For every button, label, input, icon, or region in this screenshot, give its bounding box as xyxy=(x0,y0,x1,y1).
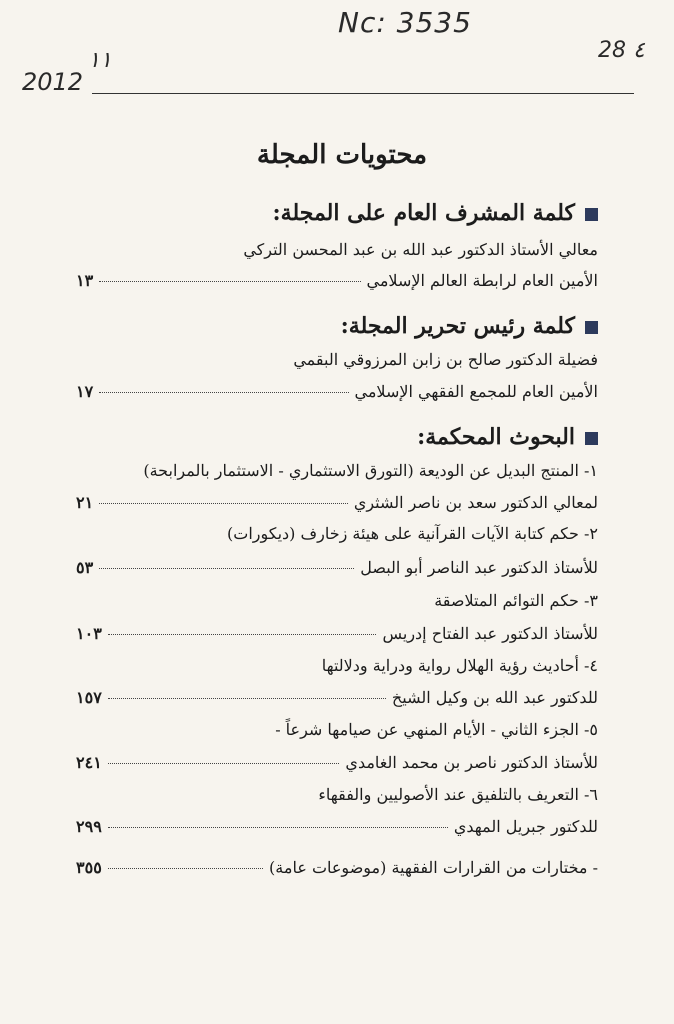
entry-text: الأمين العام للمجمع الفقهي الإسلامي xyxy=(354,382,598,401)
square-bullet-icon xyxy=(585,432,598,445)
toc-entry-resolutions[interactable] xyxy=(76,858,598,877)
section-heading-text: البحوث المحكمة: xyxy=(417,424,575,450)
toc-entry-research-3[interactable] xyxy=(76,624,598,643)
entry-author: للدكتور جبريل المهدي xyxy=(453,817,598,836)
top-divider xyxy=(92,93,634,94)
research-title-6: ٦- التعريف بالتلفيق عند الأصوليين والفقهاء xyxy=(318,785,598,804)
toc-entry-supervisor[interactable] xyxy=(76,271,598,290)
section-heading-text: كلمة المشرف العام على المجلة: xyxy=(272,200,575,226)
dot-leader xyxy=(108,763,340,764)
research-title-5: ٥- الجزء الثاني - الأيام المنهي عن صيامها شرعاً - xyxy=(275,720,598,739)
page-number: ١٠٣ xyxy=(76,624,102,643)
handwritten-page-note: 28 ٤ xyxy=(598,38,645,63)
page-title: محتويات المجلة xyxy=(256,140,428,170)
entry-author: للأستاذ الدكتور عبد الفتاح إدريس xyxy=(382,624,598,643)
entry-author: للدكتور عبد الله بن وكيل الشيخ xyxy=(391,688,598,707)
page-number: ٢٤١ xyxy=(76,753,102,772)
entry-text: - مختارات من القرارات الفقهية (موضوعات عامة) xyxy=(269,858,598,877)
section-heading-supervisor xyxy=(273,200,598,226)
page-number: ١٧ xyxy=(76,382,94,401)
section-heading-research xyxy=(417,424,598,450)
square-bullet-icon xyxy=(585,321,598,334)
handwritten-reference: Nc: 3535 xyxy=(338,6,472,39)
page-number: ٢١ xyxy=(76,493,94,512)
page-number: ١٥٧ xyxy=(76,688,102,707)
square-bullet-icon xyxy=(585,208,598,221)
editor-name: فضيلة الدكتور صالح بن زابن المرزوقي البقمي xyxy=(293,350,598,369)
entry-author: للأستاذ الدكتور عبد الناصر أبو البصل xyxy=(360,558,598,577)
entry-text: الأمين العام لرابطة العالم الإسلامي xyxy=(366,271,598,290)
dot-leader xyxy=(99,281,360,282)
toc-entry-research-2[interactable] xyxy=(76,558,598,577)
toc-entry-research-5[interactable] xyxy=(76,753,598,772)
toc-entry-research-6[interactable] xyxy=(76,817,598,836)
research-title-1: ١- المنتج البديل عن الوديعة (التورق الاستثماري - الاستثمار بالمرابحة) xyxy=(143,461,598,480)
section-heading-text: كلمة رئيس تحرير المجلة: xyxy=(340,313,575,339)
toc-entry-research-1[interactable] xyxy=(76,493,598,512)
toc-entry-editor[interactable] xyxy=(76,382,598,401)
page-number: ٢٩٩ xyxy=(76,817,102,836)
dot-leader xyxy=(99,392,348,393)
dot-leader xyxy=(108,868,263,869)
section-heading-editor xyxy=(341,313,598,339)
dot-leader xyxy=(99,503,348,504)
page-number: ٣٥٥ xyxy=(76,858,102,877)
handwritten-year: 2012 xyxy=(22,68,84,96)
dot-leader xyxy=(108,634,377,635)
page-number: ٥٣ xyxy=(76,558,94,577)
research-title-2: ٢- حكم كتابة الآيات القرآنية على هيئة زخارف (ديكورات) xyxy=(227,524,598,543)
entry-author: لمعالي الدكتور سعد بن ناصر الشثري xyxy=(353,493,598,512)
handwritten-issue-number: ١١ xyxy=(88,48,112,73)
supervisor-name: معالي الأستاذ الدكتور عبد الله بن عبد المحسن التركي xyxy=(243,240,598,259)
page-number: ١٣ xyxy=(76,271,94,290)
dot-leader xyxy=(99,568,354,569)
research-title-3: ٣- حكم التوائم المتلاصقة xyxy=(434,591,598,610)
dot-leader xyxy=(108,698,386,699)
entry-author: للأستاذ الدكتور ناصر بن محمد الغامدي xyxy=(345,753,598,772)
dot-leader xyxy=(108,827,448,828)
toc-entry-research-4[interactable] xyxy=(76,688,598,707)
research-title-4: ٤- أحاديث رؤية الهلال رواية ودراية ودلالتها xyxy=(321,656,598,675)
